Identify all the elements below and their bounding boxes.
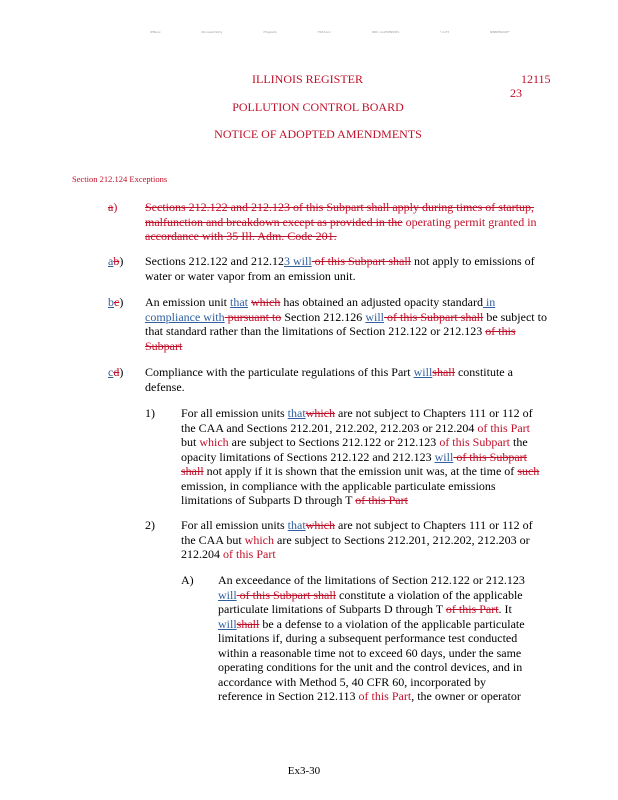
- label-deleted: d: [113, 365, 120, 379]
- register-title: ILLINOIS REGISTER: [252, 72, 363, 86]
- subparagraph-A-line: [218, 602, 608, 617]
- text: are subject to Sections 212.122 or 212.123: [228, 435, 440, 449]
- inserted-text: will: [365, 309, 384, 324]
- subparagraph-A-line: accordance with Method 5, 40 CFR 60, incorporated by: [218, 674, 486, 689]
- red-text: of this Part: [477, 420, 530, 435]
- tiny-header-item: IRNMfIRIANT": [489, 30, 510, 34]
- text: are subject to Sections 212.201, 212.202, 212.203 or: [274, 532, 530, 547]
- label-paren: ): [119, 365, 124, 379]
- text: For all emission units: [181, 406, 288, 420]
- tiny-header-item: IPMaxx: [150, 30, 161, 34]
- text: For all emission units: [181, 518, 288, 532]
- paragraph-a: [145, 200, 595, 244]
- deleted-text: shall: [236, 616, 260, 631]
- text: operating permit granted in: [405, 214, 537, 229]
- deleted-text: of this Subpart: [453, 449, 527, 464]
- text: are not subject to Chapters 111 or 112 of: [335, 518, 533, 532]
- red-text: of this Subpart: [439, 435, 510, 449]
- inserted-text: in: [482, 295, 496, 309]
- deleted-text: of this Subpart shall: [383, 309, 484, 324]
- subparagraph-2-label: 2): [145, 518, 155, 532]
- deleted-text: of this: [485, 324, 516, 338]
- text: the CAA and Sections 212.201, 212.202, 212.203 or 212.204: [181, 420, 478, 435]
- red-text: which: [199, 435, 229, 449]
- label-inserted: a: [108, 254, 114, 268]
- text: that standard rather than the limitations of Section 212.122 or 212.123: [145, 324, 486, 338]
- subparagraph-A-line: limitations if, during a subsequent performance test conducted: [218, 631, 518, 645]
- text: reference in Section 212.113: [218, 689, 359, 703]
- paragraph-c-line: [145, 324, 595, 339]
- subparagraph-2: [181, 518, 601, 562]
- deleted-text: such: [517, 464, 540, 478]
- inserted-text: will: [413, 365, 433, 379]
- subparagraph-A-line: An exceedance of the limitations of Section 212.122 or 212.123: [218, 573, 525, 587]
- text: the CAA but: [181, 532, 245, 547]
- tiny-header-item: iTbgzadx: [263, 30, 277, 34]
- inserted-text: that: [287, 518, 306, 532]
- text: be a defense to a violation of the applicable particulate: [259, 616, 525, 631]
- subparagraph-1-label: 1): [145, 406, 155, 420]
- subparagraph-1-line: [181, 450, 601, 465]
- deleted-text: which: [305, 406, 335, 420]
- register-sub-number: 23: [510, 86, 522, 100]
- deleted-text: pursuant to: [224, 309, 282, 324]
- text: 212.204: [181, 547, 223, 561]
- text: Compliance with the particulate regulations of this Part: [145, 365, 414, 379]
- paragraph-a-line: Sections 212.122 and 212.123 of this Subpart shall apply during times of startup,: [145, 200, 534, 214]
- label-deleted: c: [114, 295, 120, 309]
- notice-title: NOTICE OF ADOPTED AMENDMENTS: [214, 127, 422, 141]
- subparagraph-2-line: [181, 518, 601, 533]
- inserted-text: that: [287, 406, 306, 420]
- tiny-header-item: iTbTAxnn: [317, 30, 332, 34]
- label-inserted: b: [108, 295, 114, 309]
- paragraph-a-label: [108, 200, 117, 215]
- subparagraph-2-line: [181, 533, 601, 548]
- label-deleted: a: [108, 200, 114, 214]
- paragraph-c-label: [108, 295, 123, 310]
- paragraph-b-label: [108, 254, 123, 269]
- paragraph-d-line: defense.: [145, 379, 185, 394]
- label-paren: ): [119, 254, 124, 268]
- text: not apply if it is shown that the emission unit was, at the time of: [203, 464, 515, 478]
- deleted-text: Subpart: [145, 338, 183, 353]
- text: be subject to: [483, 309, 547, 324]
- register-number: 12115: [521, 72, 551, 86]
- subparagraph-1-line: [181, 421, 601, 436]
- subparagraph-1-line: [181, 464, 601, 479]
- subparagraph-1-line: [181, 435, 601, 450]
- tiny-header-item: IRnoaakmbrty: [201, 30, 223, 34]
- label-paren: ): [119, 295, 124, 309]
- inserted-text: that: [230, 295, 249, 309]
- text: limitations of Subparts D through T: [181, 493, 356, 507]
- text: constitute a violation of the applicable: [336, 587, 523, 602]
- label-deleted: b: [113, 254, 120, 268]
- paragraph-c-line: [145, 310, 595, 325]
- red-text: which: [244, 532, 274, 547]
- text: are not subject to Chapters 111 or 112 of: [335, 406, 533, 420]
- deleted-text: shall: [181, 464, 204, 478]
- board-name: POLLUTION CONTROL BOARD: [232, 100, 404, 114]
- inserted-text: 3 will: [284, 254, 312, 268]
- tiny-header-item: "-nnTt: [439, 30, 450, 34]
- text: . It: [498, 602, 512, 616]
- label-paren: ): [113, 200, 118, 214]
- inserted-text: will: [218, 587, 237, 602]
- paragraph-c-line: [145, 295, 595, 310]
- page-footer: Ex3-30: [287, 765, 321, 777]
- paragraph-c: [145, 295, 595, 353]
- deleted-text: which: [305, 518, 335, 532]
- text: opacity limitations of Sections 212.122 and 212.123: [181, 449, 435, 464]
- text: constitute a: [454, 365, 513, 379]
- deleted-text: of this Part: [355, 493, 408, 507]
- text: An emission unit: [145, 295, 231, 309]
- deleted-text: of this Subpart shall: [311, 254, 411, 268]
- inserted-text: will: [434, 449, 454, 464]
- text: particulate limitations of Subparts D through T: [218, 602, 446, 616]
- paragraph-a-line: [145, 215, 595, 230]
- text: not apply to emissions of: [411, 254, 535, 268]
- inserted-text: compliance with: [145, 309, 225, 324]
- deleted-text: malfunction and breakdown except as provided in the: [145, 214, 403, 229]
- paragraph-b-line: water or water vapor from an emission unit.: [145, 268, 356, 283]
- subparagraph-A-line: [218, 617, 608, 632]
- label-inserted: c: [108, 365, 114, 379]
- deleted-text: shall: [432, 365, 455, 379]
- text: Sections 212.122 and 212.12: [145, 254, 284, 268]
- deleted-text: accordance with 35 Ill. Adm. Code 201.: [145, 229, 337, 243]
- tiny-header-item: IRRI. LvAHMNMOS: [371, 30, 400, 34]
- paragraph-b-line: [145, 254, 595, 269]
- subparagraph-A-line: operating conditions for the unit and the control devices, and in: [218, 660, 523, 674]
- inserted-text: will: [218, 616, 237, 631]
- deleted-text: which: [251, 295, 281, 309]
- subparagraph-A-label: A): [181, 573, 194, 587]
- text: Section 212.126: [281, 309, 366, 324]
- red-text: of this Part: [358, 689, 412, 703]
- text: the: [509, 435, 528, 449]
- paragraph-d-line: [145, 365, 595, 380]
- subparagraph-1: [181, 406, 601, 508]
- subparagraph-A-line: within a reasonable time not to exceed 60 days, under the same: [218, 645, 522, 660]
- text: , the owner or operator: [411, 689, 521, 703]
- text: but: [181, 435, 200, 449]
- subparagraph-1-line: [181, 493, 601, 508]
- section-heading: Section 212.124 Exceptions: [72, 174, 168, 184]
- paragraph-c-line: [145, 339, 595, 354]
- subparagraph-1-line: [181, 406, 601, 421]
- deleted-text: of this Part: [445, 602, 499, 616]
- deleted-text: of this Subpart shall: [236, 587, 336, 602]
- subparagraph-A-line: [218, 588, 608, 603]
- subparagraph-2-line: [181, 547, 601, 562]
- tiny-header: [150, 30, 510, 34]
- subparagraph-A-line: [218, 689, 608, 704]
- subparagraph-A: [218, 573, 608, 704]
- paragraph-d: [145, 365, 595, 394]
- text: has obtained an adjusted opacity standard: [280, 295, 483, 309]
- paragraph-d-label: [108, 365, 123, 380]
- paragraph-a-line: [145, 229, 595, 244]
- paragraph-b: [145, 254, 595, 283]
- subparagraph-1-line: emission, in compliance with the applicable particulate emissions: [181, 478, 496, 493]
- red-text: of this Part: [223, 547, 276, 561]
